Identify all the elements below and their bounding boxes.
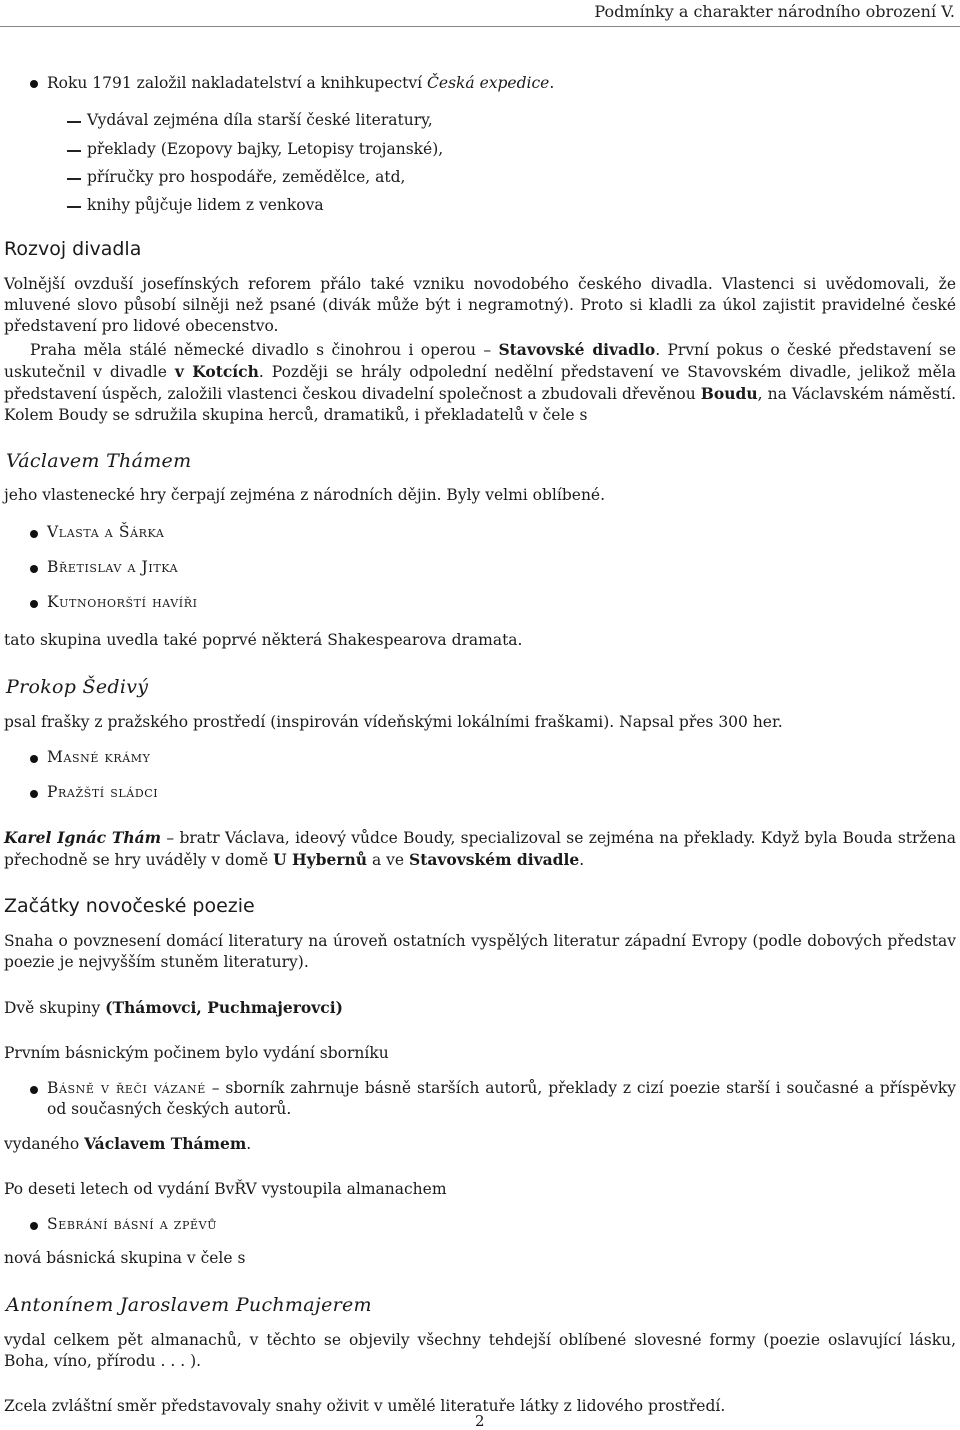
sub-item: překlady (Ezopovy bajky, Letopisy trojanské), <box>87 140 444 158</box>
dash-icon <box>67 206 81 208</box>
page-number: 2 <box>475 1412 485 1430</box>
groups-line <box>4 997 343 1019</box>
intro-emph: Česká expedice <box>427 74 550 92</box>
section-heading-poetry: Začátky novočeské poezie <box>4 895 255 917</box>
new-group-line: nová básnická skupina v čele s <box>4 1249 246 1267</box>
bouda-bold: Boudu <box>700 384 758 403</box>
published-line <box>4 1133 251 1155</box>
thamem-text: jeho vlastenecké hry čerpají zejména z národních dějin. Byly velmi oblíbené. <box>4 486 606 504</box>
text-run: . <box>246 1135 252 1153</box>
collection-item: Sebrání básní a zpěvů <box>47 1215 218 1233</box>
ten-years-line: Po deseti letech od vydání BvŘV vystoupila almanachem <box>4 1180 447 1198</box>
first-act: Prvním básnickým počinem bylo vydání sborníku <box>4 1044 389 1062</box>
play-item: Vlasta a Šárka <box>47 523 165 541</box>
text-run: – bratr Václava, ideový vůdce Boudy, specializoval se zejména na překlady. Když byla Bouda stržena přechodně se hry uváděly v domě <box>4 829 956 869</box>
book-title: Básně v řeči vázané <box>47 1079 206 1097</box>
text-run: , na Václavském náměstí. Kolem Boudy se sdružila skupina herců, dramatiků, i překladatelů v čele s <box>4 385 957 424</box>
play-item: Pražští sládci <box>47 783 159 801</box>
running-header <box>0 0 960 27</box>
heading-puchmajer: Antonínem Jaroslavem Puchmajerem <box>6 1294 372 1316</box>
bullet-icon <box>30 790 38 798</box>
sub-item: příručky pro hospodáře, zemědělce, atd, <box>87 168 406 186</box>
play-item: Kutnohorští havíři <box>47 593 198 611</box>
bullet-icon <box>30 1086 38 1094</box>
sub-item: Vydával zejména díla starší české literatury, <box>87 111 433 129</box>
text-run: – sborník zahrnuje básně starších autorů, překlady z cizí poezie starší i současné a příspěvky od současných českých autorů. <box>47 1079 957 1118</box>
intro-text: Roku 1791 založil nakladatelství a knihkupectví <box>47 74 428 92</box>
dash-icon <box>67 150 81 152</box>
dash-icon <box>67 178 81 180</box>
text-run: . První pokus o české představení se uskutečnil v divadle <box>4 341 957 381</box>
text-run: a ve <box>367 851 410 869</box>
play-item: Masné krámy <box>47 748 151 766</box>
stavovske-divadlo-bold: Stavovské divadlo <box>498 340 656 359</box>
bullet-icon <box>30 1222 38 1230</box>
poetry-paragraph-1: Snaha o povznesení domácí literatury na úroveň ostatních vyspělých literatur západní Evropy (podle dobových představ poezie je nejvyšším stuněm literatury). <box>4 932 956 971</box>
text-run: . Později se hrály odpolední nedělní představení ve Stavovském divadle, jelikož měla představení úspěch, založili vlastenci českou divadelní společnost a zbudovali dřevěnou <box>4 363 956 403</box>
text-run: . <box>579 851 585 869</box>
puchmajer-paragraph-1: vydal celkem pět almanachů, v těchto se objevily všechny tehdejší oblíbené slovesné formy (poezie oslavující lásku, Boha, víno, přírodu . . . ). <box>4 1331 956 1370</box>
play-item: Břetislav a Jitka <box>47 558 179 576</box>
heading-thamem: Václavem Thámem <box>6 450 192 472</box>
header-title: Podmínky a charakter národního obrození V. <box>594 2 955 21</box>
book-item <box>47 1078 956 1120</box>
puchmajer-paragraph-2: Zcela zvláštní směr představovaly snahy oživit v umělé literatuře látky z lidového prostředí. <box>4 1397 726 1415</box>
theatre-paragraph-2 <box>4 339 956 426</box>
dash-icon <box>67 121 81 123</box>
theatre-paragraph-1: Volnější ovzduší josefínských reforem přálo také vzniku novodobého českého divadla. Vlastenci si uvědomovali, že mluvené slovo působí silněji než psané (divák může být i negramotný). Proto si kladli za úkol zajistit pravidelné české představení pro lidové obecenstvo. <box>4 275 956 335</box>
u-hybernu-bold: U Hybernů <box>273 850 368 869</box>
intro-suffix: . <box>549 74 555 92</box>
intro-bullet-text <box>47 73 554 94</box>
thamem-after: tato skupina uvedla také poprvé některá Shakespearova dramata. <box>4 631 523 649</box>
sedivy-text: psal frašky z pražského prostředí (inspirován vídeňskými lokálními fraškami). Napsal přes 300 her. <box>4 713 783 731</box>
bullet-icon <box>30 80 38 88</box>
bullet-icon <box>30 565 38 573</box>
bullet-icon <box>30 600 38 608</box>
stavovske-divadlo-bold: Stavovském divadle <box>409 850 580 869</box>
vaclavem-thamem-bold: Václavem Thámem <box>84 1134 247 1153</box>
bullet-icon <box>30 755 38 763</box>
text-run: vydaného <box>4 1135 85 1153</box>
karel-name: Karel Ignác Thám <box>4 828 162 847</box>
text-run: Praha měla stálé německé divadlo s činohrou i operou – <box>30 341 499 359</box>
heading-sedivy: Prokop Šedivý <box>6 676 149 698</box>
karel-paragraph <box>4 827 956 871</box>
v-kotcich-bold: v Kotcích <box>174 362 259 381</box>
section-heading-theatre: Rozvoj divadla <box>4 238 142 260</box>
sub-item: knihy půjčuje lidem z venkova <box>87 196 324 214</box>
text-run: Dvě skupiny <box>4 999 106 1017</box>
groups-bold: (Thámovci, Puchmajerovci) <box>105 998 343 1017</box>
bullet-icon <box>30 530 38 538</box>
